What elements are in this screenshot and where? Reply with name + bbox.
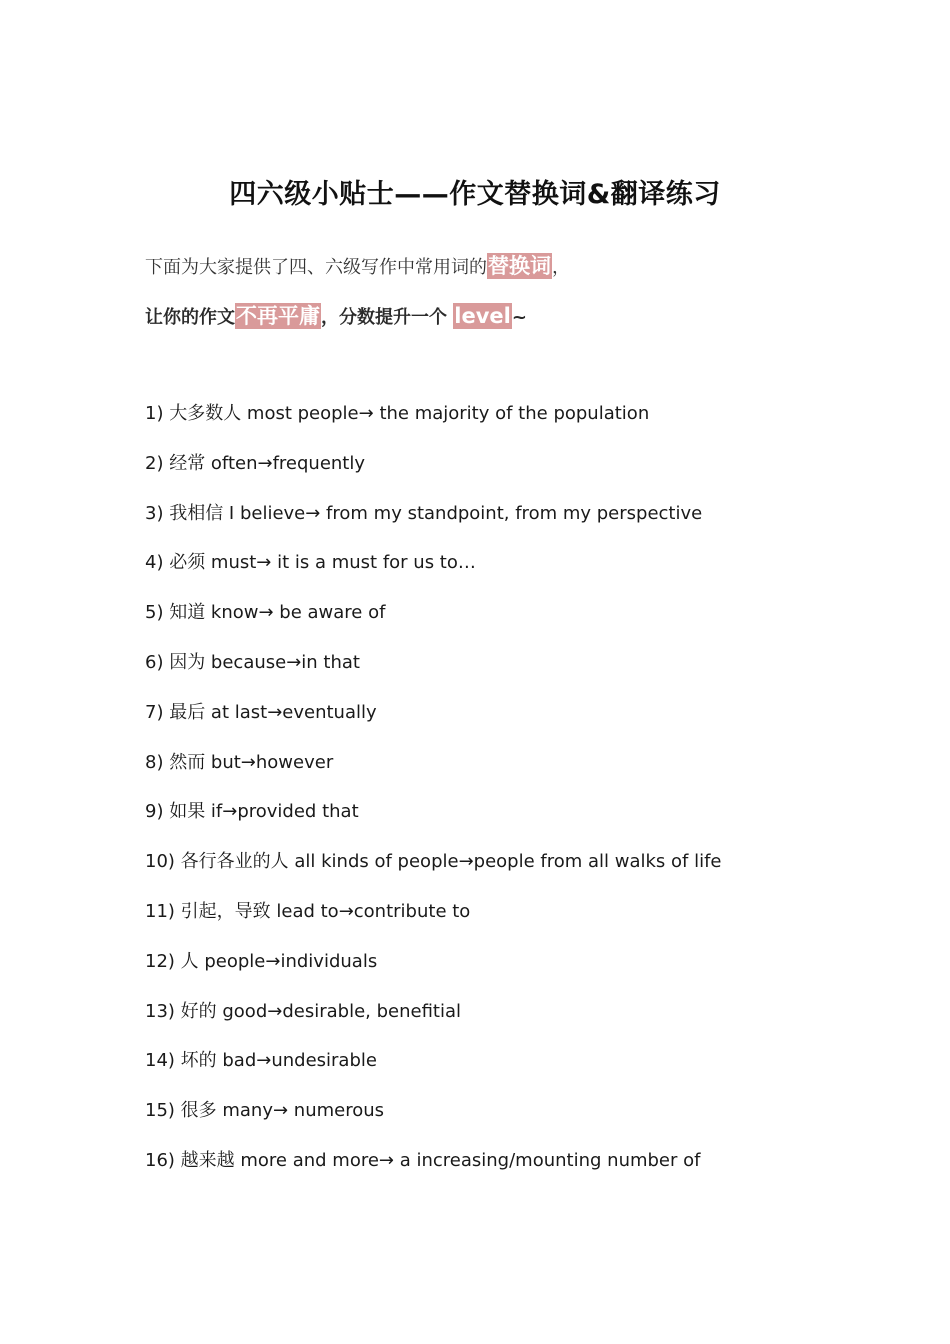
intro-line-1-punct: ， — [552, 257, 570, 278]
highlight-level: level — [454, 304, 511, 328]
list-item: 7) 最后 at last→eventually — [145, 701, 377, 723]
list-item: 2) 经常 often→frequently — [145, 452, 366, 474]
list-item: 4) 必须 must→ it is a must for us to… — [145, 552, 476, 574]
list-item: 13) 好的 good→desirable, benefitial — [145, 1000, 461, 1022]
list-item: 6) 因为 because→in that — [145, 651, 360, 673]
list-item: 8) 然而 but→however — [145, 751, 334, 773]
intro-line-2-text: 让你的作文 — [145, 307, 235, 328]
list-item: 3) 我相信 I believe→ from my standpoint, from my perspective — [145, 502, 703, 524]
intro-line-1-text: 下面为大家提供了四、六级写作中常用词的 — [145, 257, 487, 278]
intro-line-2-suffix: ~ — [511, 307, 527, 328]
list-item: 11) 引起，导致 lead to→contribute to — [145, 900, 471, 922]
list-item: 14) 坏的 bad→undesirable — [145, 1050, 377, 1072]
list-item: 12) 人 people→individuals — [145, 950, 378, 972]
list-item: 9) 如果 if→provided that — [145, 801, 359, 823]
list-item: 5) 知道 know→ be aware of — [145, 602, 386, 624]
highlight-replacement-words: 替换词 — [488, 254, 551, 278]
list-item: 10) 各行各业的人 all kinds of people→people from all walks of life — [145, 851, 722, 873]
intro-line-1 — [145, 250, 570, 284]
list-item: 1) 大多数人 most people→ the majority of the population — [145, 403, 650, 424]
list-item: 15) 很多 many→ numerous — [145, 1100, 385, 1122]
page-title: 四六级小贴士——作文替换词&翻译练习 — [229, 179, 721, 210]
list-item: 16) 越来越 more and more→ a increasing/mounting number of — [145, 1149, 701, 1171]
highlight-no-longer-mediocre: 不再平庸 — [236, 304, 320, 328]
intro-line-2-middle: ，分数提升一个 — [321, 307, 454, 328]
intro-line-2 — [145, 300, 527, 334]
word-replacement-list — [145, 398, 722, 1195]
